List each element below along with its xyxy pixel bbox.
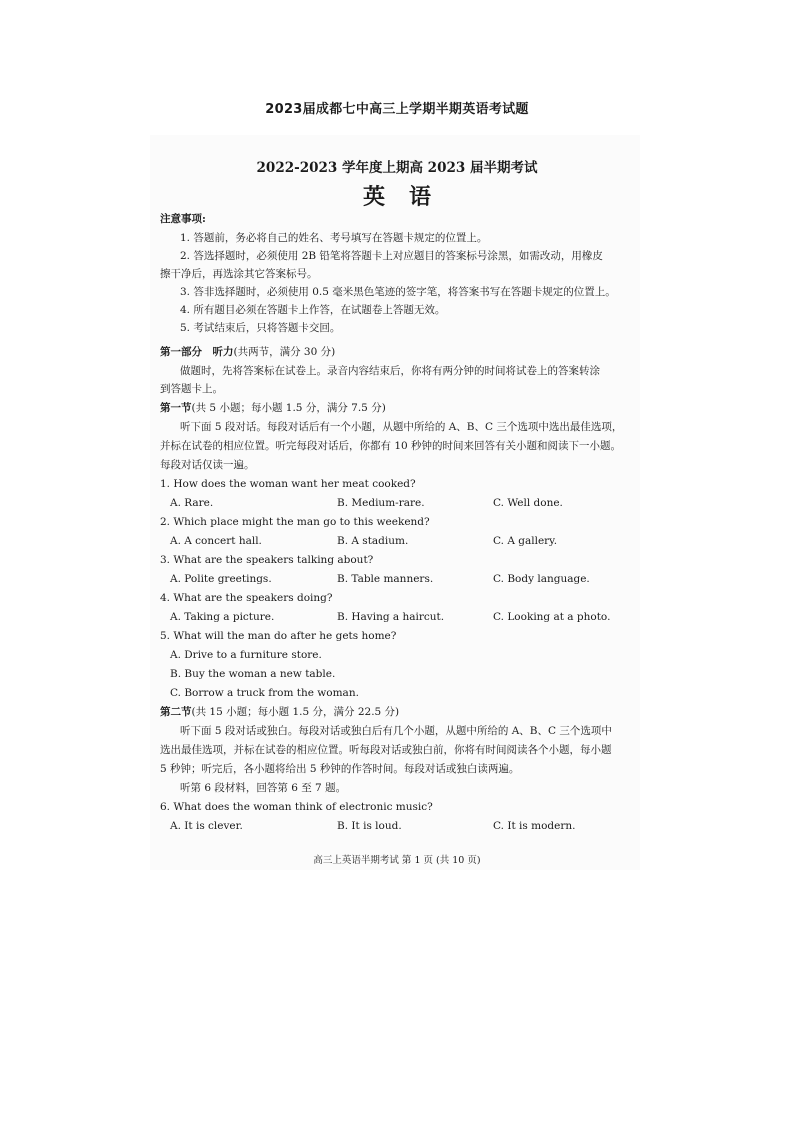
option-b: B. Medium-rare.: [337, 497, 425, 509]
option-b: B. Having a haircut.: [337, 611, 445, 623]
section2-intro: 选出最佳选项，并标在试卷的相应位置。听每段对话或独白前，你将有时间阅读各个小题，每小题: [160, 744, 612, 756]
option-c: C. It is modern.: [493, 820, 576, 832]
page-footer: 高三上英语半期考试 第 1 页 (共 10 页): [313, 855, 481, 866]
part1-intro: 到答题卡上。: [160, 383, 223, 395]
option-c: C. A gallery.: [493, 535, 558, 547]
option-b: B. A stadium.: [337, 535, 409, 547]
section2-intro: 听下面 5 段对话或独白。每段对话或独白后有几个小题，从题中所给的 A、B、C 三个选项中: [180, 725, 612, 737]
option-c: C. Looking at a photo.: [493, 611, 611, 623]
question-stem: 6. What does the woman think of electronic music?: [160, 801, 433, 813]
question-stem: 3. What are the speakers talking about?: [160, 554, 374, 566]
section2-intro: 5 秒钟；听完后，各小题将给出 5 秒钟的作答时间。每段对话或独白读两遍。: [160, 763, 520, 775]
section2-heading-label: 第二节: [160, 706, 192, 718]
section1-intro: 听下面 5 段对话。每段对话后有一个小题，从题中所给的 A、B、C 三个选项中选出最佳选项，: [180, 421, 623, 433]
option-b: B. Table manners.: [337, 573, 434, 585]
part1-heading: [160, 345, 335, 359]
part1-intro: 做题时，先将答案标在试卷上。录音内容结束后，你将有两分钟的时间将试卷上的答案转涂: [180, 365, 600, 377]
part1-heading-label: 第一部分 听力: [160, 346, 234, 358]
section2-heading: [160, 705, 399, 719]
section1-heading-detail: (共 5 小题；每小题 1.5 分，满分 7.5 分): [191, 402, 386, 414]
note-item: 擦干净后，再选涂其它答案标号。: [160, 268, 318, 280]
question-stem: 4. What are the speakers doing?: [160, 592, 333, 604]
option-a: A. Polite greetings.: [170, 573, 272, 585]
section1-heading: [160, 401, 386, 415]
section1-intro: 并标在试卷的相应位置。听完每段对话后，你都有 10 秒钟的时间来回答有关小题和阅读下一小题。: [160, 440, 622, 452]
option-b: B. It is loud.: [337, 820, 402, 832]
exam-title: 2022-2023 学年度上期高 2023 届半期考试: [256, 160, 538, 176]
subject-title: 英语: [362, 185, 455, 210]
question-stem: 2. Which place might the man go to this weekend?: [160, 516, 430, 528]
option-a: A. A concert hall.: [170, 535, 262, 547]
question-stem: 1. How does the woman want her meat cooked?: [160, 478, 416, 490]
option-b: B. Buy the woman a new table.: [170, 668, 336, 680]
option-c: C. Borrow a truck from the woman.: [170, 687, 359, 699]
note-item: 5. 考试结束后，只将答题卡交回。: [180, 322, 341, 334]
option-a: A. Rare.: [170, 497, 214, 509]
option-c: C. Body language.: [493, 573, 590, 585]
question-stem: 5. What will the man do after he gets home?: [160, 630, 397, 642]
option-a: A. It is clever.: [170, 820, 243, 832]
section2-heading-detail: (共 15 小题；每小题 1.5 分，满分 22.5 分): [191, 706, 400, 718]
part1-heading-detail: (共两节，满分 30 分): [233, 346, 336, 358]
section1-heading-label: 第一节: [160, 402, 192, 414]
section2-material: 听第 6 段材料，回答第 6 至 7 题。: [180, 782, 347, 794]
note-item: 4. 所有题目必须在答题卡上作答，在试题卷上答题无效。: [180, 304, 446, 316]
section1-intro: 每段对话仅读一遍。: [160, 459, 255, 471]
note-item: 1. 答题前，务必将自己的姓名、考号填写在答题卡规定的位置上。: [180, 232, 488, 244]
option-a: A. Drive to a furniture store.: [170, 649, 322, 661]
notes-heading: 注意事项:: [160, 213, 206, 225]
option-a: A. Taking a picture.: [170, 611, 275, 623]
option-c: C. Well done.: [493, 497, 563, 509]
document-title: 2023届成都七中高三上学期半期英语考试题: [265, 102, 529, 117]
note-item: 2. 答选择题时，必须使用 2B 铅笔将答题卡上对应题目的答案标号涂黑，如需改动，用橡皮: [180, 250, 603, 262]
note-item: 3. 答非选择题时，必须使用 0.5 毫米黑色笔迹的签字笔，将答案书写在答题卡规定的位置上。: [180, 286, 616, 298]
